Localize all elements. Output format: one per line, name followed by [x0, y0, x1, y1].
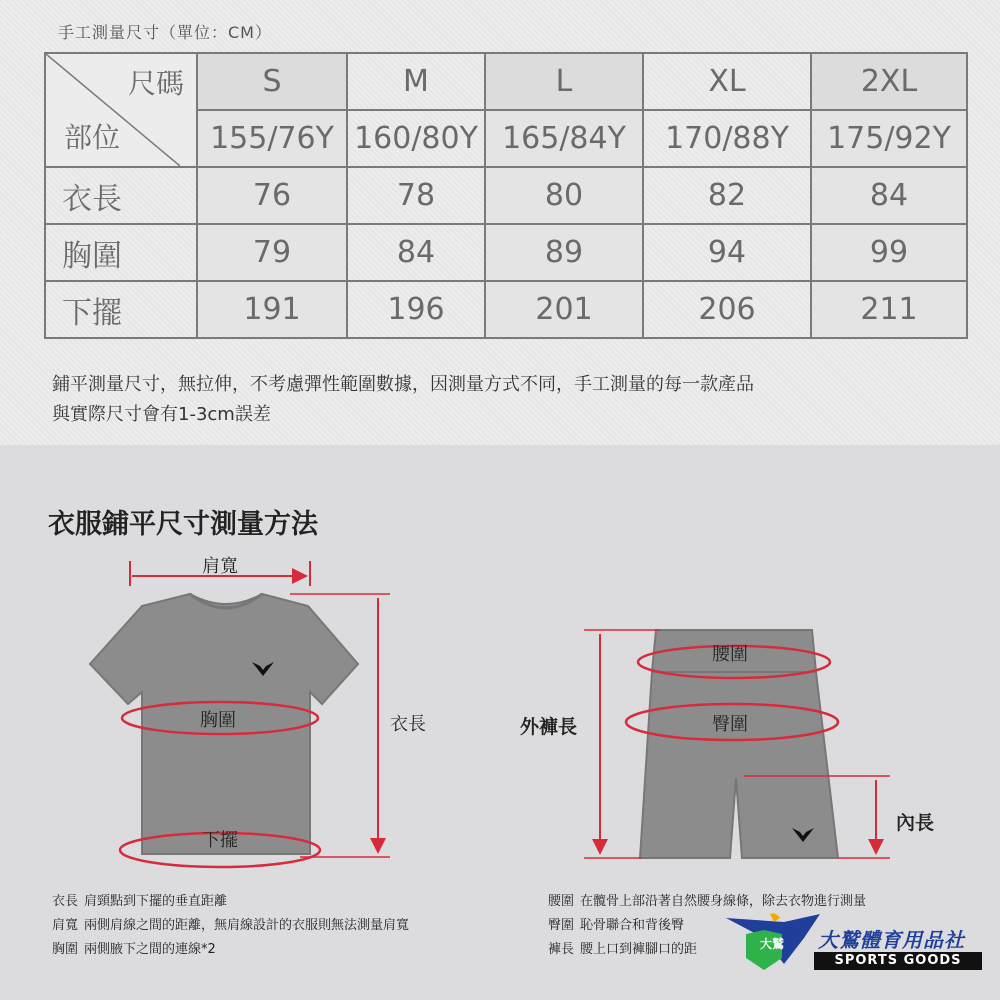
note-line: 與實際尺寸會有1-3cm誤差 [52, 404, 271, 425]
measurement-note [52, 370, 754, 430]
height-cell: 165/84Y [485, 110, 643, 167]
table-cell: 84 [811, 167, 967, 224]
table-cell: 84 [347, 224, 485, 281]
brand-name: 大鷲體育用品社 [818, 928, 965, 952]
table-cell: 79 [197, 224, 347, 281]
row-label: 衣長 [45, 167, 197, 224]
size-header: S [197, 53, 347, 110]
brand-english: SPORTS GOODS [814, 952, 982, 970]
legend-item: 胸圍 兩側腋下之間的連線*2 [52, 942, 216, 957]
table-cell: 206 [643, 281, 811, 338]
table-row [45, 224, 967, 281]
legend-item: 腰圍 在髖骨上部沿著自然腰身線條，除去衣物進行測量 [548, 894, 867, 909]
table-cell: 80 [485, 167, 643, 224]
legend-item: 肩寬 兩側肩線之間的距離，無肩線設計的衣服則無法測量肩寬 [52, 918, 410, 933]
logo-badge-text: 大鷲 [760, 937, 785, 951]
height-cell: 175/92Y [811, 110, 967, 167]
table-cell: 78 [347, 167, 485, 224]
size-table [44, 52, 968, 339]
hem-label: 下擺 [202, 830, 238, 851]
row-label: 胸圍 [45, 224, 197, 281]
size-header: XL [643, 53, 811, 110]
legend-item: 褲長 腰上口到褲腳口的距 [548, 942, 698, 957]
chest-label: 胸圍 [200, 710, 236, 731]
table-cell: 201 [485, 281, 643, 338]
table-cell: 196 [347, 281, 485, 338]
shirt-legend [52, 890, 409, 962]
legend-item: 衣長 肩頸點到下擺的垂直距離 [52, 894, 228, 909]
method-title: 衣服鋪平尺寸測量方法 [48, 509, 318, 540]
waist-label: 腰圍 [712, 644, 748, 665]
table-corner-cell [45, 53, 197, 167]
inseam-label: 內長 [896, 812, 935, 834]
table-cell: 99 [811, 224, 967, 281]
note-line: 鋪平測量尺寸，無拉伸，不考慮彈性範圍數據，因測量方式不同，手工測量的每一款產品 [52, 374, 754, 395]
size-header: L [485, 53, 643, 110]
size-header: 2XL [811, 53, 967, 110]
height-cell: 170/88Y [643, 110, 811, 167]
table-cell: 89 [485, 224, 643, 281]
legend-item: 臀圍 恥骨聯合和背後臀 [548, 918, 685, 933]
table-cell: 211 [811, 281, 967, 338]
length-label: 衣長 [390, 714, 426, 735]
table-cell: 94 [643, 224, 811, 281]
size-header: M [347, 53, 485, 110]
table-row [45, 281, 967, 338]
table-cell: 191 [197, 281, 347, 338]
table-caption: 手工測量尺寸（單位：CM） [58, 23, 272, 42]
size-row [45, 53, 967, 110]
height-cell: 160/80Y [347, 110, 485, 167]
table-cell: 82 [643, 167, 811, 224]
corner-part-label: 部位 [64, 121, 121, 154]
row-label: 下擺 [45, 281, 197, 338]
shoulder-label: 肩寬 [202, 556, 238, 577]
height-cell: 155/76Y [197, 110, 347, 167]
table-cell: 76 [197, 167, 347, 224]
corner-size-label: 尺碼 [127, 67, 184, 100]
outer-length-label: 外褲長 [520, 716, 578, 738]
table-row [45, 167, 967, 224]
hip-label: 臀圍 [712, 714, 748, 735]
measurement-diagram [0, 545, 1000, 885]
